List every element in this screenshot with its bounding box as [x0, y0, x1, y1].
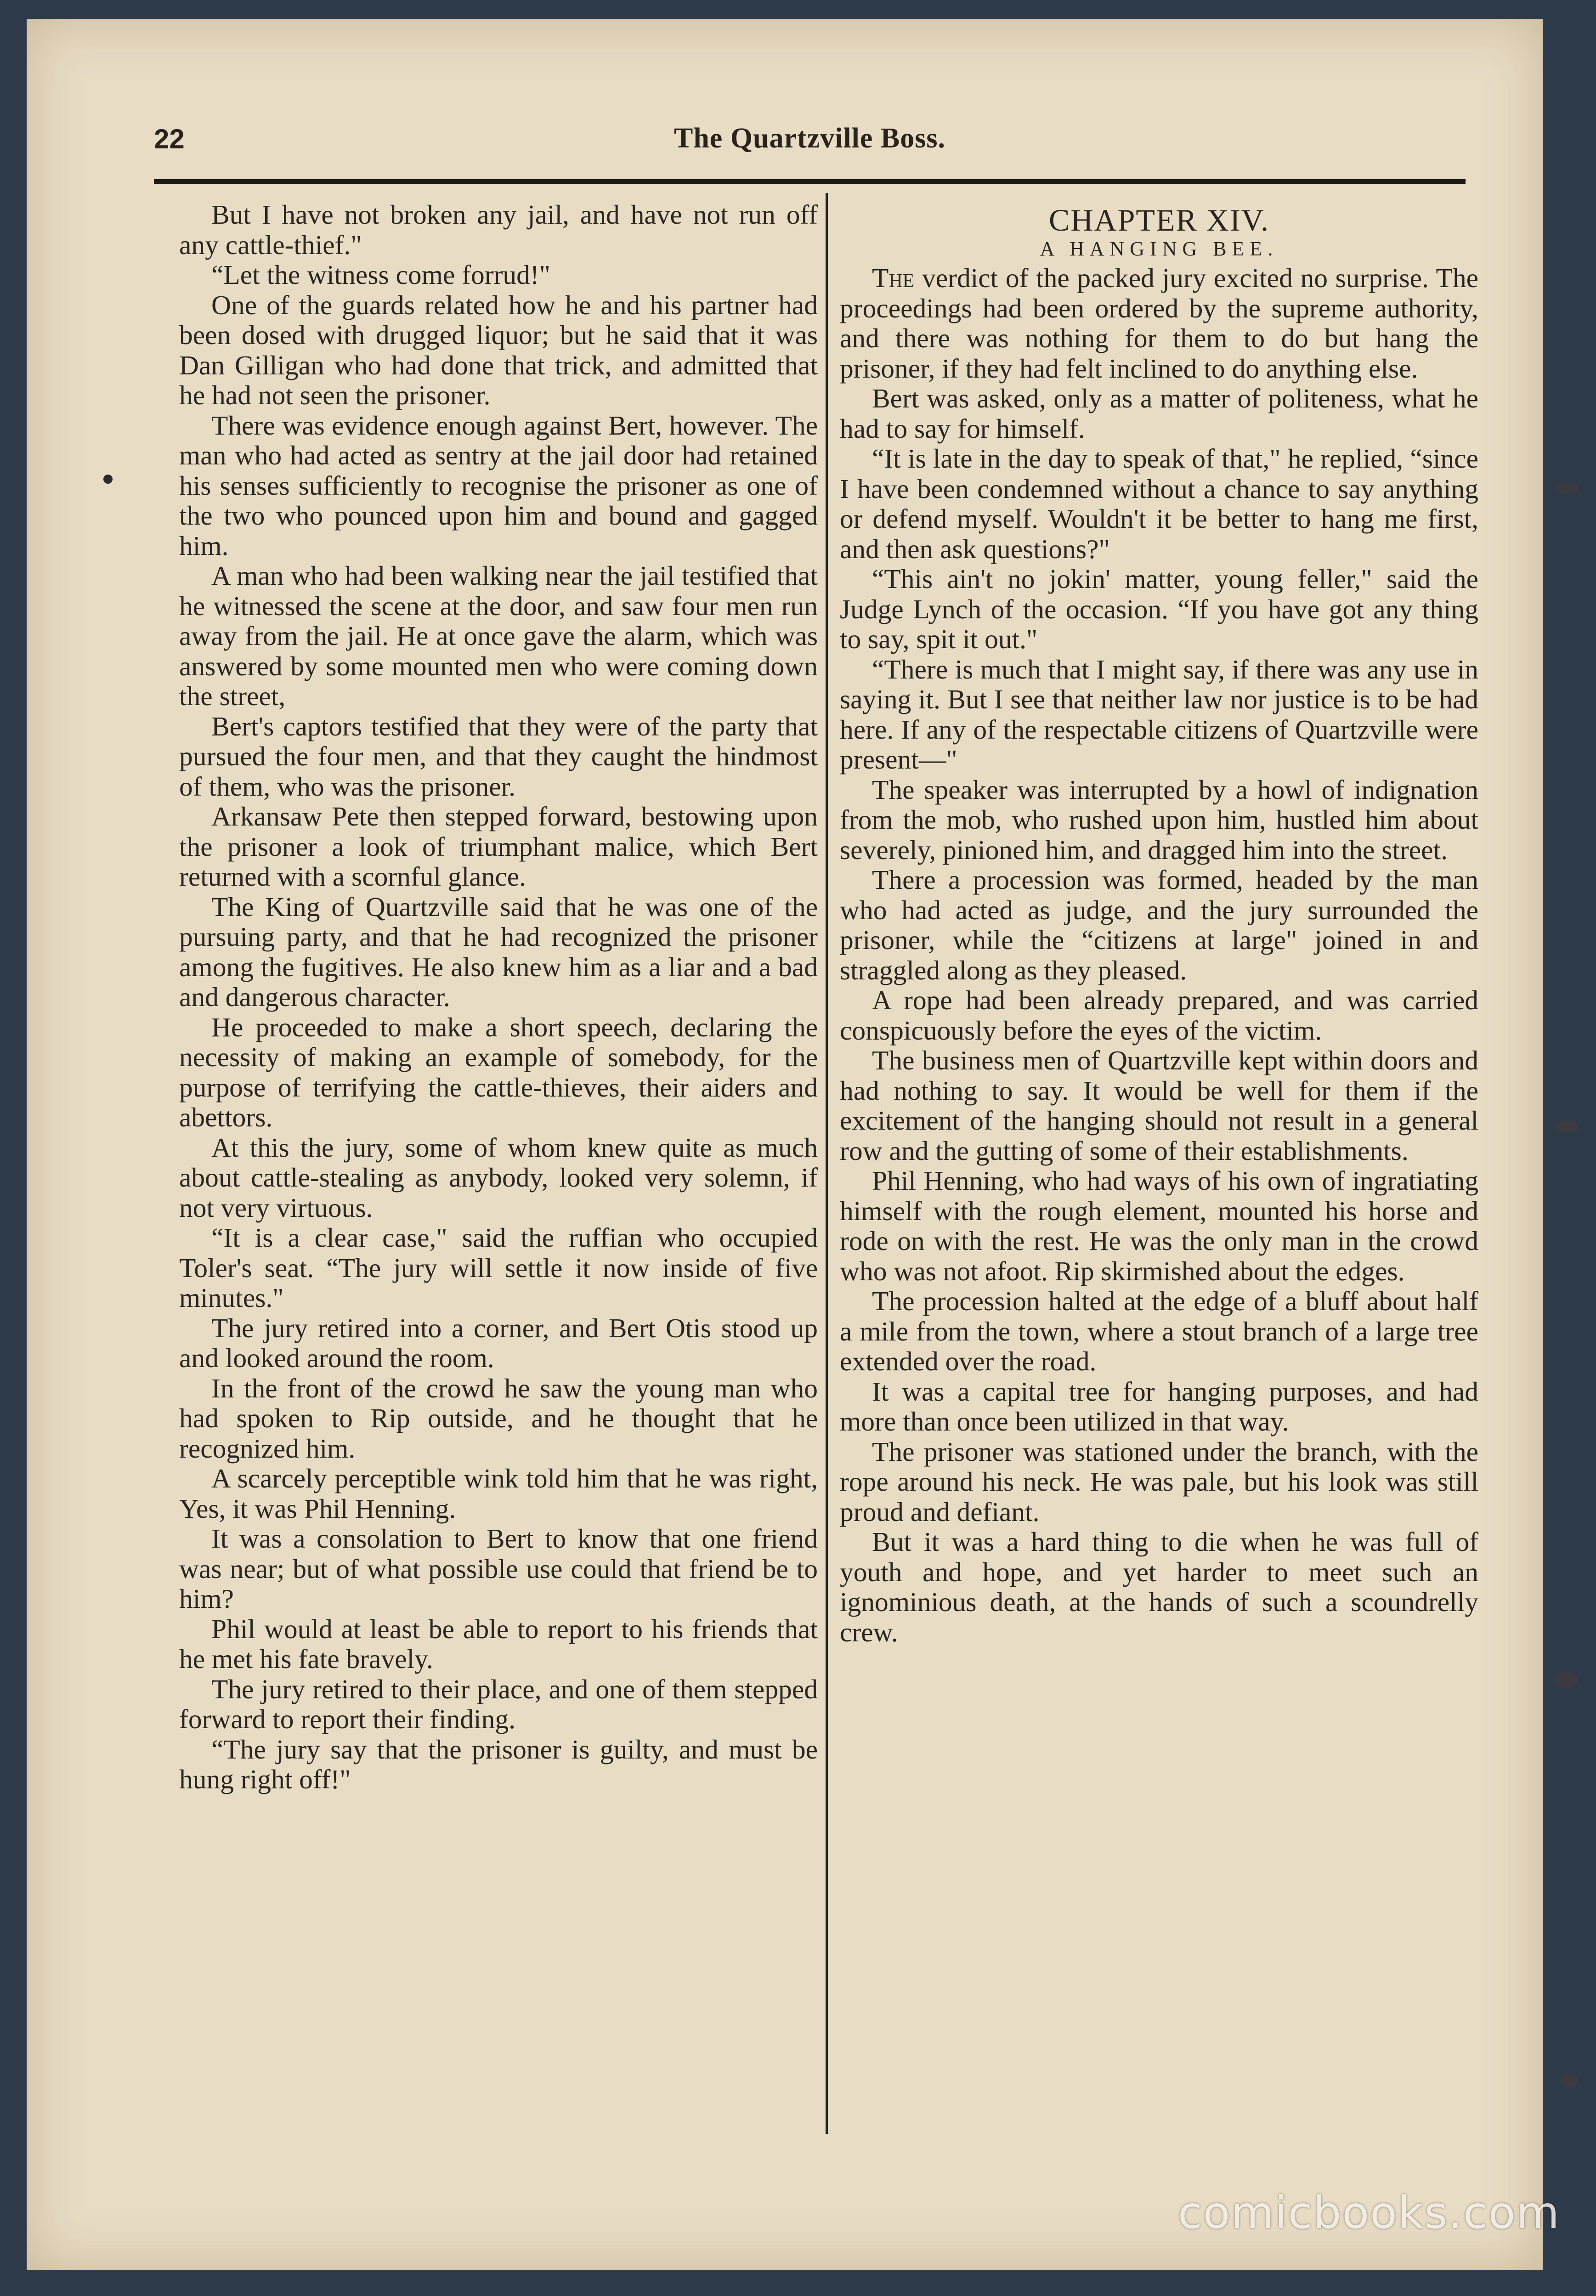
paragraph: The business men of Quartzville kept within doors and had nothing to say. It would be well for them if the excitement of the hanging should not result in a general row and the gutting of some of their establishments.	[840, 1045, 1478, 1166]
running-title: The Quartzville Boss.	[673, 123, 946, 154]
paragraph: The King of Quartzville said that he was one of the pursuing party, and that he had recognized the prisoner among the fugitives. He also knew him as a liar and a bad and dangerous character.	[179, 891, 818, 1012]
paragraph: “It is late in the day to speak of that," he replied, “since I have been condemned without a chance to say anything or defend myself. Wouldn't it be better to hang me first, and then ask questions?"	[840, 443, 1478, 564]
staple-mark	[1560, 2074, 1578, 2087]
chapter-subtitle: A HANGING BEE.	[1040, 238, 1279, 260]
paragraph: There a procession was formed, headed by the man who had acted as judge, and the jury surrounded the prisoner, while the “citizens at large" joined in and straggled along as they pleased.	[840, 865, 1478, 985]
paragraph: At this the jury, some of whom knew quite as much about cattle-stealing as anybody, looked very solemn, if not very virtuous.	[179, 1132, 818, 1223]
paragraph: In the front of the crowd he saw the young man who had spoken to Rip outside, and he thought that he recognized him.	[179, 1373, 818, 1464]
paragraph: A rope had been already prepared, and was carried conspicuously before the eyes of the victim.	[840, 985, 1478, 1046]
first-paragraph	[840, 263, 1478, 384]
paragraph: The speaker was interrupted by a howl of indignation from the mob, who rushed upon him, hustled him about severely, pinioned him, and dragged him into the street.	[840, 774, 1478, 865]
paragraph: The jury retired to their place, and one of them stepped forward to report their finding.	[179, 1674, 818, 1734]
paragraph: “The jury say that the prisoner is guilty, and must be hung right off!"	[179, 1734, 818, 1794]
paragraph: The procession halted at the edge of a bluff about half a mile from the town, where a stout branch of a large tree extended over the road.	[840, 1286, 1478, 1376]
first-paragraph-text: verdict of the packed jury excited no surprise. The proceedings had been ordered by the supreme authority, and there was nothing for them to do but hang the prisoner, if they had felt inclined to do anything else.	[840, 263, 1478, 384]
paragraph: The jury retired into a corner, and Bert Otis stood up and looked around the room.	[179, 1312, 818, 1373]
right-column	[840, 200, 1478, 1647]
paragraph: It was a capital tree for hanging purposes, and had more than once been utilized in that way.	[840, 1376, 1478, 1436]
staple-mark	[1555, 1121, 1578, 1133]
paragraph: Phil Henning, who had ways of his own of ingratiating himself with the rough element, mounted his horse and rode on with the rest. He was the only man in the crowd who was not afoot. Rip skirmished about the edges.	[840, 1165, 1478, 1286]
page-number: 22	[154, 124, 185, 154]
paragraph: He proceeded to make a short speech, declaring the necessity of making an example of somebody, for the purpose of terrifying the cattle-thieves, their aiders and abettors.	[179, 1012, 818, 1132]
paragraph: Bert was asked, only as a matter of politeness, what he had to say for himself.	[840, 383, 1478, 444]
paragraph: It was a consolation to Bert to know that one friend was near; but of what possible use could that friend be to him?	[179, 1523, 818, 1614]
watermark-text: comicbooks.com	[1177, 2187, 1560, 2239]
column-divider	[826, 193, 828, 2134]
paragraph: Arkansaw Pete then stepped forward, bestowing upon the prisoner a look of triumphant malice, which Bert returned with a scornful glance.	[179, 801, 818, 892]
paragraph: “This ain't no jokin' matter, young feller," said the Judge Lynch of the occasion. “If you have got any thing to say, spit it out."	[840, 564, 1478, 654]
ink-spot	[103, 475, 113, 484]
paragraph: There was evidence enough against Bert, however. The man who had acted as sentry at the jail door had retained his senses sufficiently to recognise the prisoner as one of the two who pounced upon him and bound and gagged him.	[179, 410, 818, 561]
staple-mark	[1555, 482, 1578, 494]
staple-mark	[1555, 1672, 1578, 1688]
paragraph: A man who had been walking near the jail testified that he witnessed the scene at the door, and saw four men run away from the jail. He at once gave the alarm, which was answered by some mounted men who were coming down the street,	[179, 560, 818, 711]
chapter-title: CHAPTER XIV.	[1049, 203, 1269, 238]
paragraph: Bert's captors testified that they were of the party that pursued the four men, and that they caught the hindmost of them, who was the prisoner.	[179, 711, 818, 802]
page-header	[154, 114, 1466, 164]
paragraph: The prisoner was stationed under the branch, with the rope around his neck. He was pale, but his look was still proud and defiant.	[840, 1436, 1478, 1527]
paragraph: Phil would at least be able to report to his friends that he met his fate bravely.	[179, 1613, 818, 1674]
drop-word: The	[872, 263, 915, 293]
paragraph: But it was a hard thing to die when he was full of youth and hope, and yet harder to meet such an ignominious death, at the hands of such a scoundrelly crew.	[840, 1527, 1478, 1647]
paragraph: A scarcely perceptible wink told him that he was right, Yes, it was Phil Henning.	[179, 1463, 818, 1524]
paragraph: “It is a clear case," said the ruffian who occupied Toler's seat. “The jury will settle it now inside of five minutes."	[179, 1222, 818, 1313]
header-rule	[154, 179, 1466, 184]
paragraph: “There is much that I might say, if there was any use in saying it. But I see that neither law nor justice is to be had here. If any of the respectable citizens of Quartzville were present—"	[840, 654, 1478, 775]
paragraph: But I have not broken any jail, and have not run off any cattle-thief."	[179, 199, 818, 260]
paragraph: “Let the witness come forrud!"	[211, 260, 551, 290]
paragraph: One of the guards related how he and his partner had been dosed with drugged liquor; but he said that it was Dan Gilligan who had done that trick, and admitted that he had not seen the prisoner.	[179, 289, 818, 410]
left-column	[179, 200, 818, 1795]
